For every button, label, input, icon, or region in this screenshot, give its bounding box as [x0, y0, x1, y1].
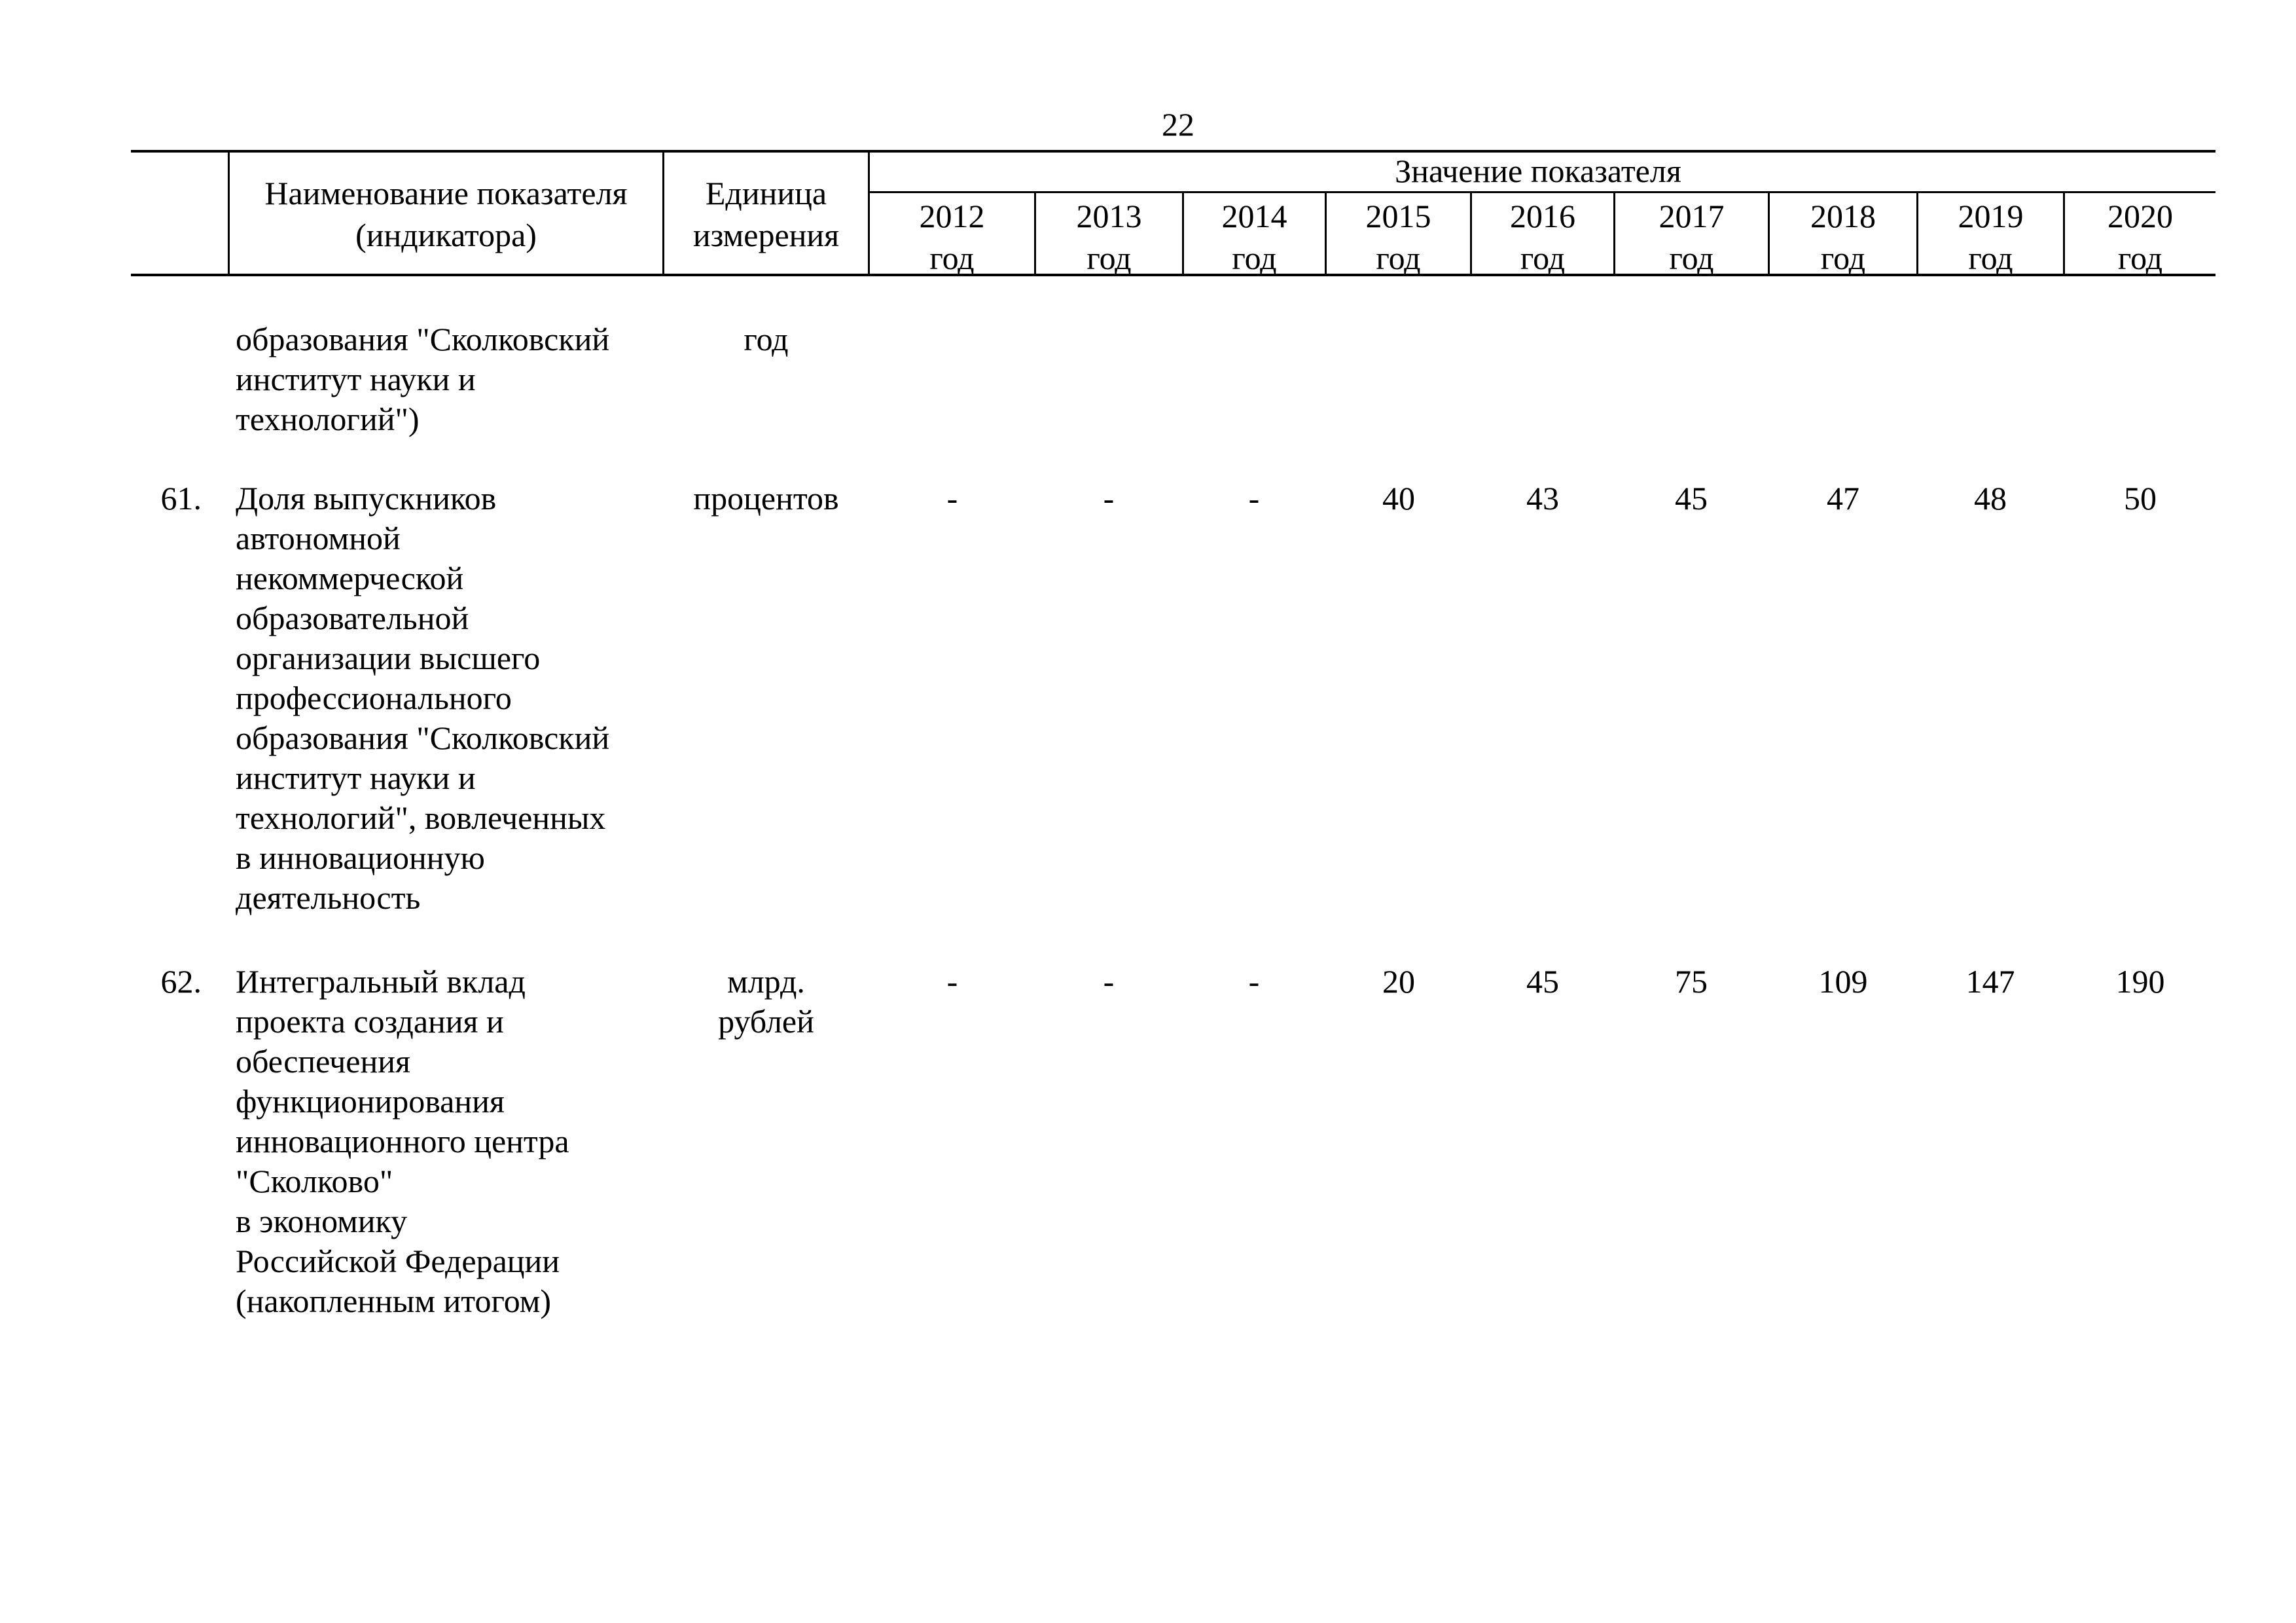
table-row-62-value-2018: 109: [1818, 963, 1868, 1000]
header-name-column: Наименование показателя (индикатора): [264, 175, 628, 253]
table-row-61-value-2020: 50: [2124, 480, 2157, 517]
table-row-61-value-2015: 40: [1382, 480, 1415, 517]
header-year-2019: 2019 год: [1958, 198, 2024, 276]
table-row-62-value-2017: 75: [1675, 963, 1708, 1000]
table-row-62-unit: млрд. рублей: [718, 963, 814, 1040]
table-row-62-value-2019: 147: [1965, 963, 2015, 1000]
table-row-62-value-2020: 190: [2115, 963, 2165, 1000]
value-group-underline: [869, 191, 2215, 193]
header-year-2020: 2020 год: [2108, 198, 2173, 276]
table-row-61-value-2014: -: [1248, 480, 1260, 517]
header-year-2012: 2012 год: [919, 198, 985, 276]
table-row-62-value-2015: 20: [1382, 963, 1415, 1000]
header-value-group: Значение показателя: [1395, 153, 1681, 189]
table-row-61-value-2018: 47: [1827, 480, 1859, 517]
table-row-61-name: Доля выпускников автономной некоммерческой образовательной организации высшего профессионального образования "Сколковский институт науки и технологий", вовлеченных в инновационную деятельность: [236, 480, 610, 916]
header-year-2015: 2015 год: [1365, 198, 1431, 276]
table-row-continuation-name: образования "Сколковский институт науки и технологий"): [236, 321, 610, 437]
table-row-61-value-2012: -: [946, 480, 958, 517]
header-year-2014: 2014 год: [1221, 198, 1287, 276]
table-row-61-value-2016: 43: [1526, 480, 1559, 517]
header-year-2016: 2016 год: [1510, 198, 1575, 276]
header-unit-column: Единица измерения: [692, 175, 840, 253]
table-row-62-value-2013: -: [1103, 963, 1115, 1000]
table-row-62-value-2014: -: [1248, 963, 1260, 1000]
page-number: 22: [1162, 106, 1194, 143]
table-row-61-value-2017: 45: [1675, 480, 1708, 517]
table-row-61-unit: процентов: [693, 480, 839, 517]
table-row-62-value-2012: -: [946, 963, 958, 1000]
header-year-2017: 2017 год: [1659, 198, 1725, 276]
table-row-61-number: 61.: [160, 480, 202, 517]
table-row-61-value-2013: -: [1103, 480, 1115, 517]
table-row-62-value-2016: 45: [1526, 963, 1559, 1000]
table-row-62-name: Интегральный вклад проекта создания и обеспечения функционирования инновационного центра "Сколково" в экономику Российской Федерации (накопленным итогом): [236, 963, 569, 1319]
table-row-continuation-unit: год: [744, 321, 789, 357]
header-year-2018: 2018 год: [1810, 198, 1876, 276]
table-row-62-number: 62.: [160, 963, 202, 1000]
header-year-2013: 2013 год: [1076, 198, 1142, 276]
table-row-61-value-2019: 48: [1974, 480, 2007, 517]
